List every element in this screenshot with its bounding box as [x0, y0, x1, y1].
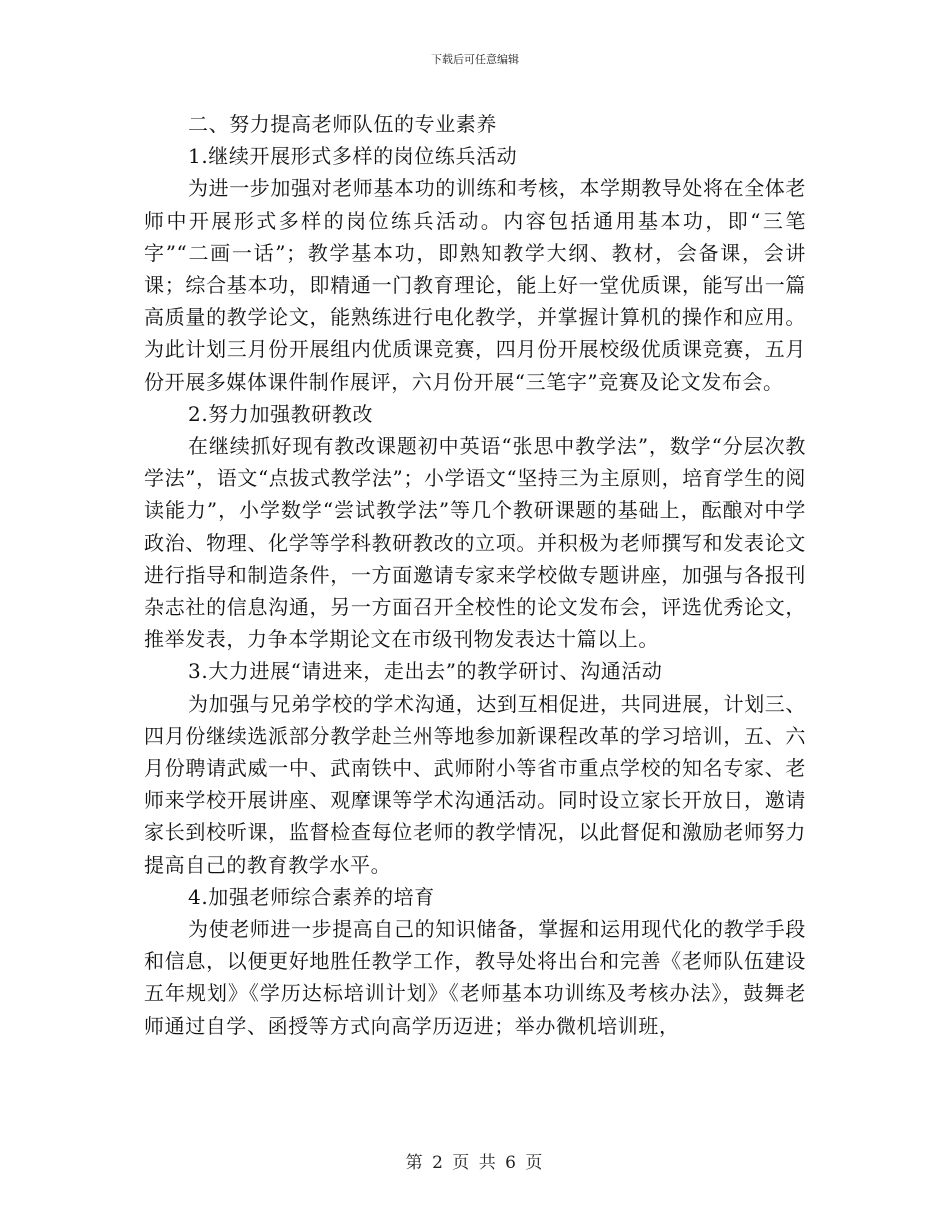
body-paragraph: 在继续抓好现有教改课题初中英语“张思中教学法”，数学“分层次教学法”，语文“点拔式教学法”；小学语文“坚持三为主原则，培育学生的阅读能力”，小学数学“尝试教学法”等几个教研课题的基础上，酝酿对中学政治、物理、化学等学科教研教改的立项。并积极为老师撰写和发表论文进行指导和制造条件，一方面邀请专家来学校做专题讲座，加强与各报刊杂志社的信息沟通，另一方面召开全校性的论文发布会，评选优秀论文，推举发表，力争本学期论文在市级刊物发表达十篇以上。: [144, 434, 806, 652]
body-paragraph: 为加强与兄弟学校的学术沟通，达到互相促进，共同进展，计划三、四月份继续选派部分教学赴兰州等地参加新课程改革的学习培训，五、六月份聘请武威一中、武南铁中、武师附小等省市重点学校的知名专家、老师来学校开展讲座、观摩课等学术沟通活动。同时设立家长开放日，邀请家长到校听课，监督检查每位老师的教学情况，以此督促和激励老师努力提高自己的教育教学水平。: [144, 691, 806, 877]
page-number: 第 2 页 共 6 页: [405, 1153, 545, 1173]
document-body: [144, 108, 806, 1042]
subsection-heading: 4.加强老师综合素养的培育: [188, 884, 435, 909]
subsection-heading: 1.继续开展形式多样的岗位练兵活动: [188, 144, 518, 169]
section-heading: 二、努力提高老师队伍的专业素养: [188, 112, 497, 136]
body-paragraph: 为使老师进一步提高自己的知识储备，掌握和运用现代化的教学手段和信息，以便更好地胜任教学工作，教导处将出台和完善《老师队伍建设五年规划》《学历达标培训计划》《老师基本功训练及考核办法》，鼓舞老师通过自学、函授等方式向高学历迈进；举办微机培训班，: [144, 917, 806, 1038]
body-paragraph: 为进一步加强对老师基本功的训练和考核，本学期教导处将在全体老师中开展形式多样的岗位练兵活动。内容包括通用基本功，即“三笔字”“二画一话”；教学基本功，即熟知教学大纲、教材，会备课，会讲课；综合基本功，即精通一门教育理论，能上好一堂优质课，能写出一篇高质量的教学论文，能熟练进行电化教学，并掌握计算机的操作和应用。为此计划三月份开展组内优质课竞赛，四月份开展校级优质课竞赛，五月份开展多媒体课件制作展评，六月份开展“三笔字”竞赛及论文发布会。: [144, 176, 806, 394]
subsection-heading: 2.努力加强教研教改: [188, 401, 374, 426]
page-header: 下载后可任意编辑: [431, 53, 519, 66]
subsection-heading: 3.大力进展“请进来，走出去”的教学研讨、沟通活动: [188, 659, 663, 684]
